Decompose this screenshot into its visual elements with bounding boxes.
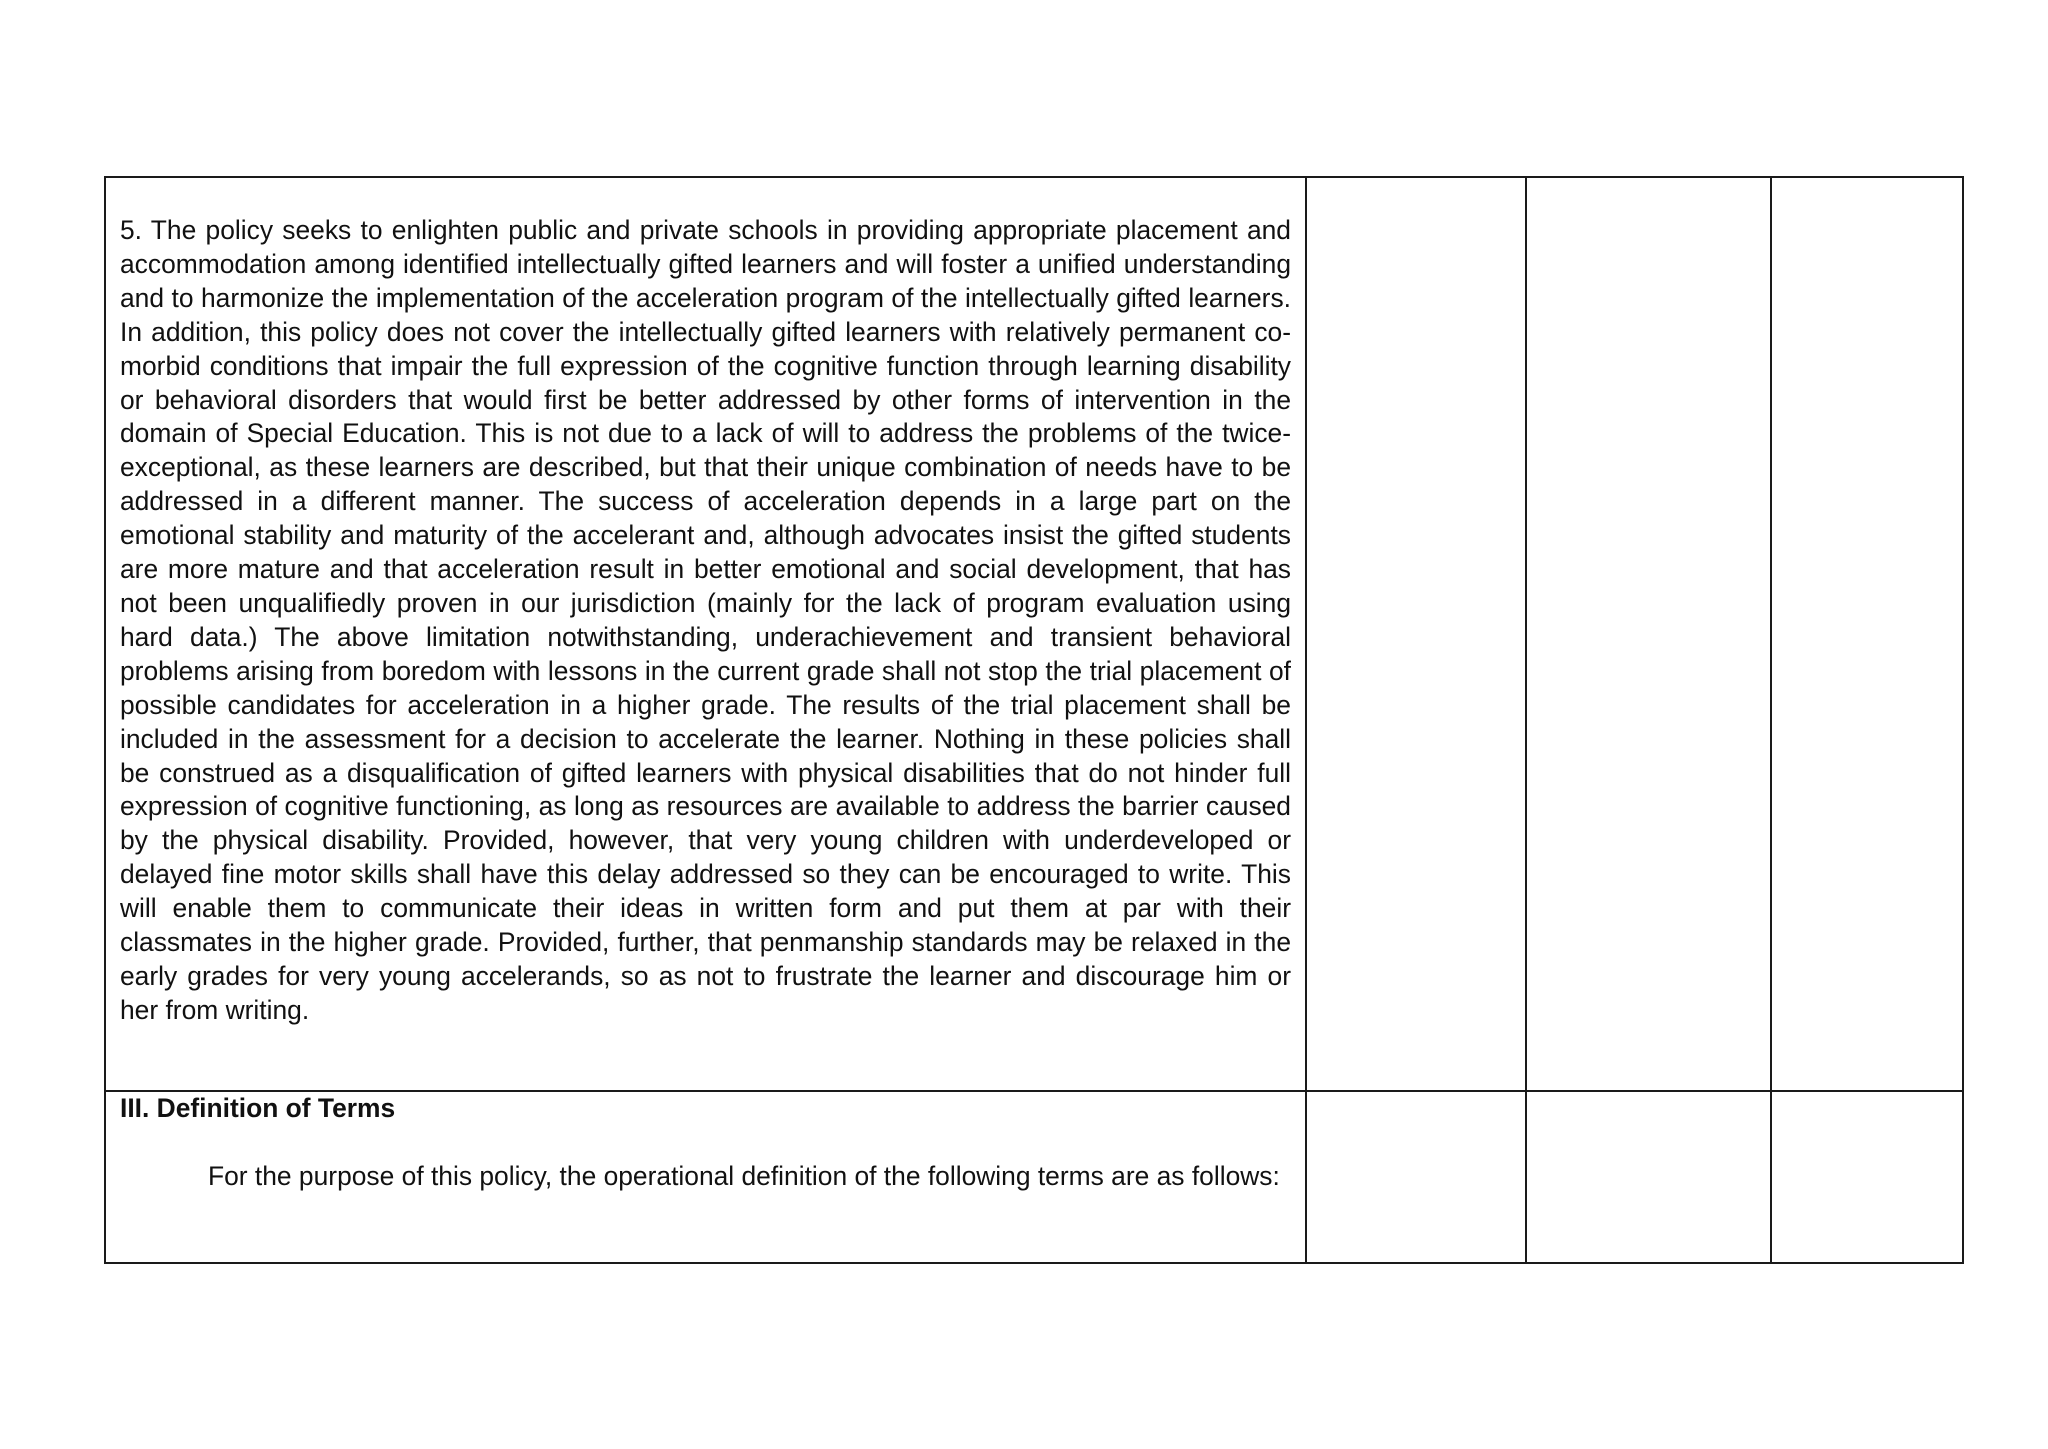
empty-cell	[1526, 1091, 1771, 1263]
section-3-heading: III. Definition of Terms	[120, 1093, 396, 1123]
table-row	[105, 1091, 1963, 1263]
empty-cell	[1306, 177, 1526, 1091]
empty-cell	[1771, 1091, 1963, 1263]
empty-cell	[1306, 1091, 1526, 1263]
empty-cell	[1526, 177, 1771, 1091]
section-5-paragraph: 5. The policy seeks to enlighten public and private schools in providing appropriate placement and accommodation among identified intellectually gifted learners and will foster a unified understanding and to harmonize the implementation of the acceleration program of the intellectually gifted learners. In addition, this policy does not cover the intellectually gifted learners with relatively permanent co-morbid conditions that impair the full expression of the cognitive function through learning disability or behavioral disorders that would first be better addressed by other forms of intervention in the domain of Special Education. This is not due to a lack of will to address the problems of the twice-exceptional, as these learners are described, but that their unique combination of needs have to be addressed in a different manner. The success of acceleration depends in a large part on the emotional stability and maturity of the accelerant and, although advocates insist the gifted students are more mature and that acceleration result in better emotional and social development, that has not been unqualifiedly proven in our jurisdiction (mainly for the lack of program evaluation using hard data.) The above limitation notwithstanding, underachievement and transient behavioral problems arising from boredom with lessons in the current grade shall not stop the trial placement of possible candidates for acceleration in a higher grade. The results of the trial placement shall be included in the assessment for a decision to accelerate the learner. Nothing in these policies shall be construed as a disqualification of gifted learners with physical disabilities that do not hinder full expression of cognitive functioning, as long as resources are available to address the barrier caused by the physical disability. Provided, however, that very young children with underdeveloped or delayed fine motor skills shall have this delay addressed so they can be encouraged to write. This will enable them to communicate their ideas in written form and put them at par with their classmates in the higher grade. Provided, further, that penmanship standards may be relaxed in the early grades for very young accelerands, so as not to frustrate the learner and discourage him or her from writing.	[120, 215, 1291, 1025]
policy-table	[104, 176, 1964, 1264]
empty-cell	[1771, 177, 1963, 1091]
policy-text-cell	[105, 177, 1306, 1091]
definition-cell	[105, 1091, 1306, 1263]
section-3-paragraph: For the purpose of this policy, the operational definition of the following terms are as follows:	[208, 1160, 1280, 1191]
table-row	[105, 177, 1963, 1091]
